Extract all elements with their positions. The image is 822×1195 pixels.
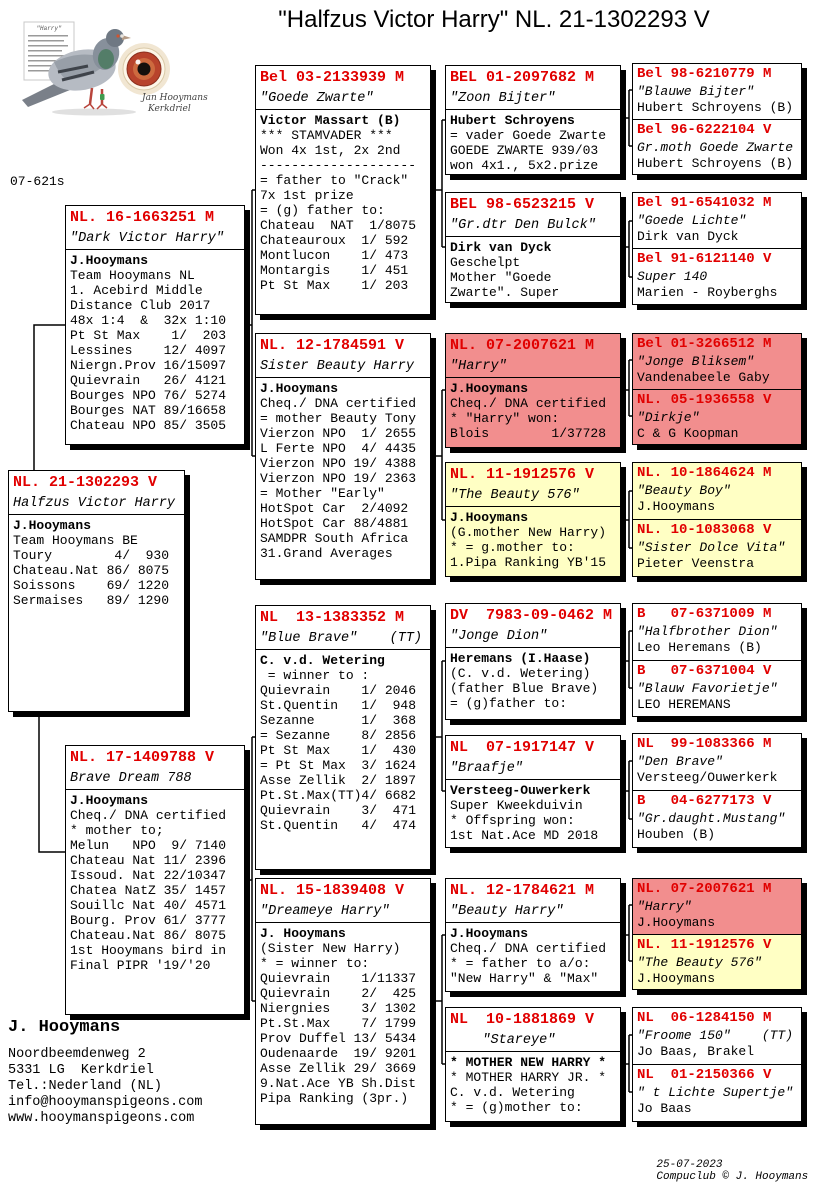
gen5-pair: [632, 603, 802, 717]
result-line: Cheq./ DNA certified: [260, 396, 417, 411]
result-line: = (g) father to:: [260, 203, 385, 218]
fancier-name: Vandenabeele Gaby: [637, 370, 770, 385]
ring-number: NL 10-1881869 V: [450, 1011, 595, 1028]
result-line: Quievrain 3/ 471: [260, 803, 417, 818]
ring-number: NL. 12-1784621 M: [450, 882, 595, 899]
result-line: Asse Zellik 2/ 1897: [260, 773, 417, 788]
ring-number: B 04-6277173 V: [637, 793, 772, 809]
ring-number: NL 06-1284150 M: [637, 1010, 772, 1026]
result-line: 9.Nat.Ace YB Sh.Dist: [260, 1076, 417, 1091]
result-line: Vierzon NPO 1/ 2655: [260, 426, 417, 441]
result-line: Blois 1/37728: [450, 426, 607, 441]
fancier-name: C & G Koopman: [637, 425, 739, 441]
result-line: * = (g)mother to:: [450, 1100, 583, 1115]
ring-number: DV 7983-09-0462 M: [450, 607, 613, 624]
result-line: Niergnies 3/ 1302: [260, 1001, 417, 1016]
pedigree-box-gen5: [632, 935, 802, 991]
result-line: HotSpot Car 88/4881: [260, 516, 409, 531]
owner-name: J. Hooymans: [8, 1018, 121, 1037]
fancier-name: Versteeg-Ouwerkerk: [450, 783, 591, 798]
result-line: Sermaises 89/ 1290: [13, 593, 170, 608]
result-line: Cheq./ DNA certified: [450, 941, 607, 956]
ring-number: NL. 11-1912576 V: [450, 466, 595, 483]
page-title: "Halfzus Victor Harry" NL. 21-1302293 V: [278, 6, 710, 33]
result-line: "New Harry" & "Max": [450, 971, 599, 986]
ring-number: Bel 98-6210779 M: [637, 66, 772, 82]
pigeon-name: "The Beauty 576": [637, 954, 762, 970]
gen5-pair: [632, 462, 802, 577]
pigeon-name: "The Beauty 576": [450, 488, 580, 503]
result-line: = vader Goede Zwarte: [450, 128, 607, 143]
pigeon-name: "Blauw Favorietje": [637, 680, 778, 696]
fancier-name: Leo Heremans (B): [637, 640, 762, 655]
result-line: Distance Club 2017: [70, 298, 211, 313]
ring-number: NL 07-1917147 V: [450, 739, 595, 756]
pigeon-name: "Goede Lichte": [637, 213, 747, 228]
ring-number: Bel 91-6541032 M: [637, 195, 772, 211]
result-line: 48x 1:4 & 32x 1:10: [70, 313, 227, 328]
result-line: Team Hooymans NL: [70, 268, 195, 283]
pedigree-box-sdd: [445, 462, 621, 577]
pedigree-box-gen5: [632, 249, 802, 305]
ring-number: NL 01-2150366 V: [637, 1067, 772, 1083]
result-line: Team Hooymans BE: [13, 533, 138, 548]
result-line: = winner to :: [260, 668, 370, 683]
fancier-name: J. Hooymans: [260, 926, 346, 941]
pedigree-box-ddd: [445, 1007, 621, 1122]
fancier-name: Hubert Schroyens (B): [637, 155, 794, 171]
result-line: Chateauroux 1/ 592: [260, 233, 409, 248]
ring-number: Bel 96-6222104 V: [637, 121, 772, 138]
pigeon-name: "Jonge Bliksem": [637, 354, 755, 369]
pedigree-box-gen5: [632, 520, 802, 577]
result-line: Bourges NPO 76/ 5274: [70, 388, 227, 403]
result-line: * "Harry" won:: [450, 411, 560, 426]
result-line: Prov Duffel 13/ 5434: [260, 1031, 417, 1046]
pigeon-name: "Halfbrother Dion": [637, 624, 778, 639]
photo-caption-line2: Kerkdriel: [148, 104, 191, 114]
result-line: Cheq./ DNA certified: [70, 808, 227, 823]
result-line: Lessines 12/ 4097: [70, 343, 227, 358]
fancier-name: Versteeg/Ouwerkerk: [637, 770, 778, 785]
fancier-name: Hubert Schroyens: [450, 113, 575, 128]
ring-number: NL. 21-1302293 V: [13, 474, 158, 491]
pedigree-box-gen5: [632, 878, 802, 935]
pedigree-box-sds: [445, 333, 621, 448]
pedigree-box-dsd: [445, 735, 621, 848]
ring-number: NL 13-1383352 M: [260, 609, 405, 626]
ring-number: Bel 91-6121140 V: [637, 251, 772, 267]
result-line: Melun NPO 9/ 7140: [70, 838, 227, 853]
result-line: 1. Acebird Middle: [70, 283, 203, 298]
ring-number: NL. 10-1864624 M: [637, 465, 772, 481]
fancier-name: Victor Massart (B): [260, 113, 401, 128]
ring-number: BEL 98-6523215 V: [450, 196, 595, 213]
result-line: L Ferte NPO 4/ 4435: [260, 441, 417, 456]
result-line: * = winner to:: [260, 956, 370, 971]
result-line: Pt.St.Max 7/ 1799: [260, 1016, 417, 1031]
result-line: (father Blue Brave): [450, 681, 599, 696]
fancier-name: Marien - Royberghs: [637, 285, 778, 300]
result-line: Montlucon 1/ 473: [260, 248, 409, 263]
footer-date: 25-07-2023: [656, 1159, 723, 1171]
result-line: Quievrain 1/11337: [260, 971, 417, 986]
result-line: SAMDPR South Africa: [260, 531, 409, 546]
pigeon-name: " t Lichte Supertje": [637, 1085, 794, 1100]
fancier-name: Jo Baas, Brakel: [637, 1044, 755, 1059]
result-line: = Pt St Max 3/ 1624: [260, 758, 417, 773]
result-line: Chateau.Nat 86/ 8075: [13, 563, 170, 578]
pigeon-name: Super 140: [637, 269, 708, 284]
result-line: St.Quentin 4/ 474: [260, 818, 417, 833]
result-line: Cheq./ DNA certified: [450, 396, 607, 411]
ring-number: B 07-6371004 V: [637, 662, 772, 679]
pigeon-photo: [14, 12, 254, 124]
pigeon-name: "Dark Victor Harry": [70, 231, 224, 246]
ring-number: Bel 03-2133939 M: [260, 69, 405, 86]
gen5-pair: [632, 333, 802, 445]
result-line: *** STAMVADER ***: [260, 128, 393, 143]
fancier-name: Jo Baas: [637, 1101, 692, 1116]
result-line: Pt St Max 1/ 203: [70, 328, 227, 343]
pedigree-box-subject: [8, 470, 185, 712]
result-line: HotSpot Car 2/4092: [260, 501, 409, 516]
pedigree-box-ss: [255, 65, 431, 315]
result-line: Asse Zellik 29/ 3669: [260, 1061, 417, 1076]
result-line: Souillc Nat 40/ 4571: [70, 898, 227, 913]
pedigree-box-gen5: [632, 63, 802, 120]
gen5-pair: [632, 878, 802, 990]
result-line: Chateau Nat 11/ 2396: [70, 853, 227, 868]
fancier-name: J.Hooymans: [260, 381, 339, 396]
result-line: (C. v.d. Wetering): [450, 666, 591, 681]
result-line: GOEDE ZWARTE 939/03: [450, 143, 599, 158]
fancier-name: J.Hooymans: [13, 518, 92, 533]
result-line: Quievrain 2/ 425: [260, 986, 417, 1001]
fancier-name: LEO HEREMANS: [637, 696, 731, 712]
pigeon-name: "Dirkje": [637, 409, 700, 425]
ring-number: NL. 15-1839408 V: [260, 882, 405, 899]
pigeon-name: "Goede Zwarte": [260, 91, 374, 106]
result-line: 1st Hooymans bird in: [70, 943, 227, 958]
fancier-name: Hubert Schroyens (B): [637, 100, 794, 115]
pigeon-name: "Harry": [450, 359, 507, 374]
result-line: = Sezanne 8/ 2856: [260, 728, 417, 743]
fancier-name: J.Hooymans: [637, 915, 716, 930]
fancier-name: J.Hooymans: [450, 510, 529, 525]
fancier-name: J.Hooymans: [637, 970, 716, 986]
result-line: Bourges NAT 89/16658: [70, 403, 227, 418]
pedigree-box-gen5: [632, 791, 802, 848]
ring-number: NL 99-1083366 M: [637, 736, 772, 752]
pedigree-box-gen5: [632, 192, 802, 249]
pigeon-name: "Gr.dtr Den Bulck": [450, 218, 596, 233]
result-line: (Sister New Harry): [260, 941, 401, 956]
gen5-pair: [632, 192, 802, 305]
footer: [630, 1147, 822, 1195]
pigeon-eye-photo: [118, 43, 170, 95]
pedigree-box-ssd: [445, 192, 621, 303]
fancier-name: * MOTHER NEW HARRY *: [450, 1055, 607, 1070]
result-line: Issoud. Nat 22/10347: [70, 868, 227, 883]
pedigree-box-sire: [65, 205, 245, 445]
fancier-name: Dirk van Dyck: [637, 229, 739, 244]
pigeon-name: "Zoon Bijter": [450, 91, 556, 106]
pigeon-name: "Dreameye Harry": [260, 904, 390, 919]
owner-address-line: Noordbeemdenweg 2: [8, 1047, 146, 1062]
result-line: Zwarte". Super: [450, 285, 560, 300]
pedigree-box-gen5: [632, 120, 802, 176]
result-line: * MOTHER HARRY JR. *: [450, 1070, 607, 1085]
result-line: won 4x1., 5x2.prize: [450, 158, 599, 173]
fancier-name: Heremans (I.Haase): [450, 651, 591, 666]
pedigree-box-gen5: [632, 333, 802, 390]
pedigree-box-sss: [445, 65, 621, 175]
result-line: Chatea NatZ 35/ 1457: [70, 883, 227, 898]
gen5-pair: [632, 733, 802, 848]
photo-ring-label: 07-621s: [10, 174, 65, 189]
result-line: Vierzon NPO 19/ 2363: [260, 471, 417, 486]
result-line: Vierzon NPO 19/ 4388: [260, 456, 417, 471]
pedigree-box-gen5: [632, 1007, 802, 1065]
pedigree-box-dss: [445, 603, 621, 720]
ring-number: BEL 01-2097682 M: [450, 69, 595, 86]
fancier-name: J.Hooymans: [450, 926, 529, 941]
result-line: 1st Nat.Ace MD 2018: [450, 828, 599, 843]
pigeon-name: "Braafje": [450, 761, 523, 776]
pigeon-name: Gr.moth Goede Zwarte: [637, 139, 794, 155]
ring-number: Bel 01-3266512 M: [637, 336, 772, 352]
pigeon-name: "Den Brave": [637, 754, 723, 769]
result-line: Geschelpt: [450, 255, 521, 270]
result-line: St.Quentin 1/ 948: [260, 698, 417, 713]
result-line: = Mother "Early": [260, 486, 385, 501]
result-line: * mother to;: [70, 823, 164, 838]
pedigree-box-ds: [255, 605, 431, 870]
pigeon-name: "Froome 150" (TT): [637, 1028, 794, 1043]
result-line: Bourg. Prov 61/ 3777: [70, 913, 227, 928]
result-line: 7x 1st prize: [260, 188, 354, 203]
gen5-pair: [632, 63, 802, 175]
result-line: C. v.d. Wetering: [450, 1085, 575, 1100]
result-line: Chateau NPO 85/ 3505: [70, 418, 227, 433]
fancier-name: J.Hooymans: [70, 253, 149, 268]
result-line: = (g)father to:: [450, 696, 568, 711]
ring-number: B 07-6371009 M: [637, 606, 772, 622]
result-line: Quievrain 26/ 4121: [70, 373, 227, 388]
fancier-name: J.Hooymans: [70, 793, 149, 808]
result-line: Quievrain 1/ 2046: [260, 683, 417, 698]
result-line: 1.Pipa Ranking YB'15: [450, 555, 607, 570]
ring-number: NL. 05-1936558 V: [637, 391, 772, 408]
gen5-pair: [632, 1007, 802, 1122]
pedigree-box-dam: [65, 745, 245, 1015]
result-line: Chateau.Nat 86/ 8075: [70, 928, 227, 943]
pigeon-name: "Blauwe Bijter": [637, 84, 755, 99]
ring-number: NL. 17-1409788 V: [70, 749, 215, 766]
pigeon-name: "Beauty Harry": [450, 904, 564, 919]
pedigree-box-gen5: [632, 733, 802, 791]
pedigree-box-gen5: [632, 603, 802, 661]
result-line: Niergn.Prov 16/15097: [70, 358, 227, 373]
pedigree-box-gen5: [632, 462, 802, 520]
fancier-name: C. v.d. Wetering: [260, 653, 385, 668]
result-line: Montargis 1/ 451: [260, 263, 409, 278]
pigeon-name: "Harry": [637, 899, 692, 914]
owner-address-line: 5331 LG Kerkdriel: [8, 1063, 154, 1078]
pedigree-box-gen5: [632, 390, 802, 446]
result-line: --------------------: [260, 158, 417, 173]
fancier-name: J.Hooymans: [450, 381, 529, 396]
pedigree-box-gen5: [632, 1065, 802, 1122]
pigeon-name: Sister Beauty Harry: [260, 359, 414, 374]
owner-website[interactable]: www.hooymanspigeons.com: [8, 1111, 195, 1126]
result-line: * = g.mother to:: [450, 540, 575, 555]
fancier-name: J.Hooymans: [637, 499, 716, 514]
photo-card-title: "Harry": [36, 25, 62, 32]
result-line: Pt St Max 1/ 203: [260, 278, 409, 293]
result-line: Oudenaarde 19/ 9201: [260, 1046, 417, 1061]
result-line: Chateau NAT 1/8075: [260, 218, 417, 233]
owner-block: [8, 1018, 202, 1127]
result-line: Super Kweekduivin: [450, 798, 583, 813]
result-line: Pipa Ranking (3pr.): [260, 1091, 409, 1106]
pigeon-name: "Beauty Boy": [637, 483, 731, 498]
photo-caption-line1: Jan Hooymans: [142, 93, 208, 103]
result-line: 31.Grand Averages: [260, 546, 393, 561]
pedigree-box-sd: [255, 333, 431, 580]
pedigree-box-gen5: [632, 661, 802, 718]
result-line: Mother "Goede: [450, 270, 552, 285]
result-line: Toury 4/ 930: [13, 548, 170, 563]
result-line: (G.mother New Harry): [450, 525, 607, 540]
result-line: Final PIPR '19/'20: [70, 958, 211, 973]
ring-number: NL. 16-1663251 M: [70, 209, 215, 226]
pigeon-name: "Jonge Dion": [450, 629, 548, 644]
result-line: Sezanne 1/ 368: [260, 713, 417, 728]
pedigree-box-dds: [445, 878, 621, 992]
result-line: = mother Beauty Tony: [260, 411, 417, 426]
pigeon-name: "Sister Dolce Vita": [637, 540, 786, 555]
ring-number: NL. 07-2007621 M: [637, 881, 772, 897]
result-line: = father to "Crack": [260, 173, 409, 188]
result-line: Won 4x 1st, 2x 2nd: [260, 143, 401, 158]
result-line: Pt St Max 1/ 430: [260, 743, 417, 758]
ring-number: NL. 07-2007621 M: [450, 337, 595, 354]
ring-number: NL. 12-1784591 V: [260, 337, 405, 354]
result-line: * = father to a/o:: [450, 956, 591, 971]
pigeon-name: Halfzus Victor Harry: [13, 496, 176, 511]
ring-number: NL. 10-1083068 V: [637, 522, 772, 538]
pigeon-name: Brave Dream 788: [70, 771, 192, 786]
footer-credit: Compuclub © J. Hooymans: [656, 1171, 809, 1183]
fancier-name: Pieter Veenstra: [637, 556, 755, 571]
owner-email[interactable]: info@hooymanspigeons.com: [8, 1095, 203, 1110]
pigeon-name: "Gr.daught.Mustang": [637, 811, 786, 826]
pigeon-name: "Stareye": [450, 1033, 556, 1048]
ring-number: NL. 11-1912576 V: [637, 936, 772, 953]
result-line: Soissons 69/ 1220: [13, 578, 170, 593]
result-line: * Offspring won:: [450, 813, 575, 828]
fancier-name: Houben (B): [637, 827, 716, 842]
fancier-name: Dirk van Dyck: [450, 240, 552, 255]
owner-phone-line: Tel.:Nederland (NL): [8, 1079, 162, 1094]
result-line: Pt.St.Max(TT)4/ 6682: [260, 788, 417, 803]
pigeon-name: "Blue Brave" (TT): [260, 631, 423, 646]
pedigree-box-dd: [255, 878, 431, 1125]
